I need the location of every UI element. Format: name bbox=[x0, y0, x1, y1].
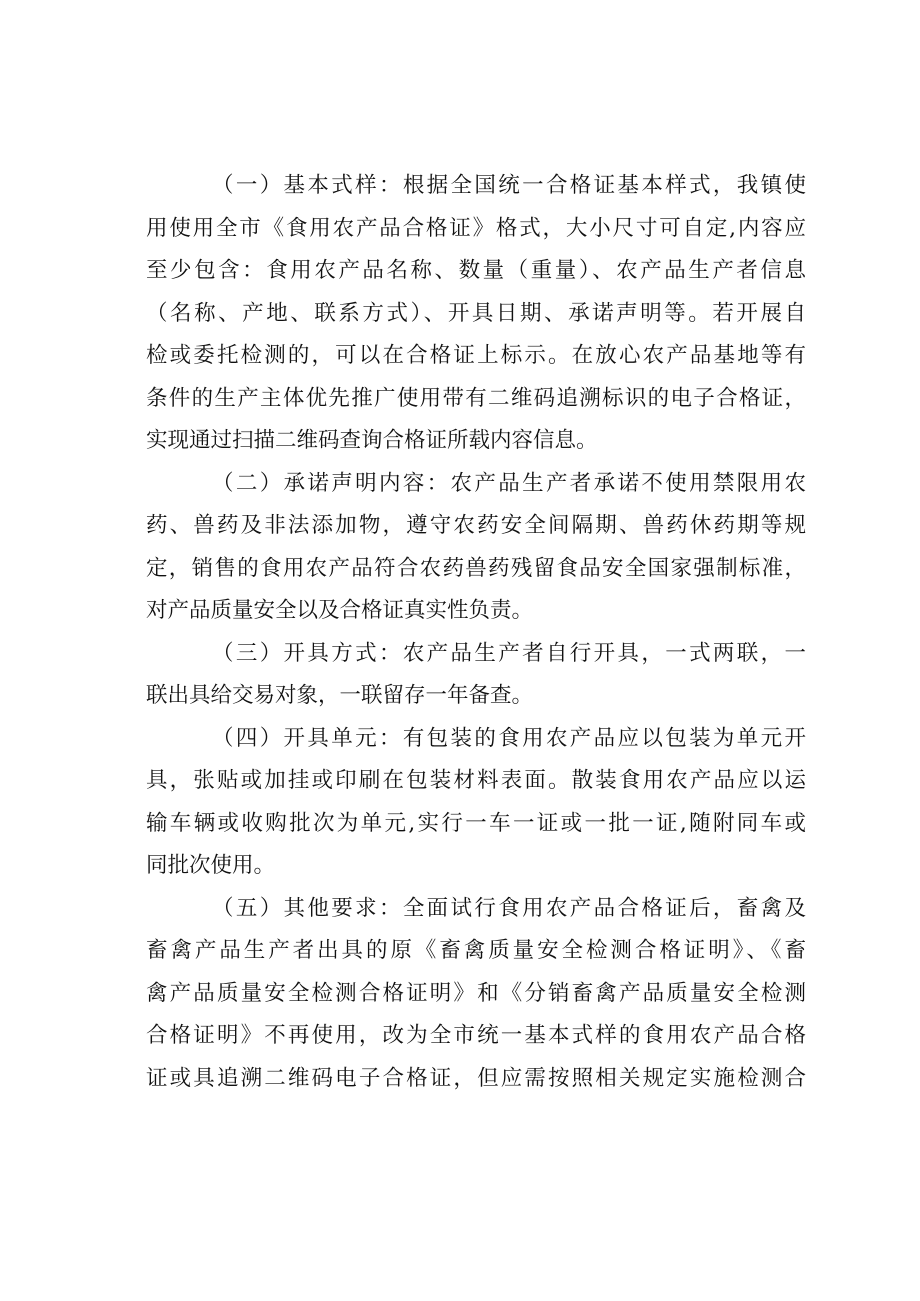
paragraph-issuing-unit bbox=[146, 718, 806, 888]
text-line: 条件的生产主体优先推广使用带有二维码追溯标识的电子合格证， bbox=[146, 385, 806, 411]
text-line: 至少包含：食用农产品名称、数量（重量）、农产品生产者信息 bbox=[146, 258, 806, 283]
text-line: 证或具追溯二维码电子合格证，但应需按照相关规定实施检测合 bbox=[146, 1065, 806, 1091]
text-line: （五）其他要求：全面试行食用农产品合格证后，畜禽及 bbox=[212, 895, 806, 921]
text-line: 禽产品质量安全检测合格证明》和《分销畜禽产品质量安全检测 bbox=[146, 980, 806, 1006]
paragraph-issuing-method bbox=[146, 633, 806, 718]
text-line: （四）开具单元：有包装的食用农产品应以包装为单元开 bbox=[212, 725, 806, 751]
text-line: 检或委托检测的，可以在合格证上标示。在放心农产品基地等有 bbox=[146, 343, 806, 368]
text-line: 对产品质量安全以及合格证真实性负责。 bbox=[146, 598, 534, 623]
text-line: 合格证明》不再使用，改为全市统一基本式样的食用农产品合格 bbox=[146, 1023, 806, 1048]
text-line: （一）基本式样：根据全国统一合格证基本样式，我镇使 bbox=[212, 173, 806, 198]
text-line: 具，张贴或加挂或印刷在包装材料表面。散装食用农产品应以运 bbox=[146, 768, 806, 793]
document-body bbox=[146, 165, 806, 1100]
paragraph-basic-style bbox=[146, 165, 806, 463]
text-line: （名称、产地、联系方式）、开具日期、承诺声明等。若开展自 bbox=[146, 300, 806, 326]
text-line: 联出具给交易对象，一联留存一年备查。 bbox=[146, 683, 534, 708]
text-line: （二）承诺声明内容：农产品生产者承诺不使用禁限用农 bbox=[212, 470, 806, 496]
text-line: 用使用全市《食用农产品合格证》格式，大小尺寸可自定,内容应 bbox=[146, 215, 806, 241]
text-line: 输车辆或收购批次为单元,实行一车一证或一批一证,随附同车或 bbox=[146, 810, 806, 836]
paragraph-other-requirements bbox=[146, 888, 806, 1101]
text-line: 同批次使用。 bbox=[146, 853, 276, 878]
text-line: （三）开具方式：农产品生产者自行开具，一式两联，一 bbox=[212, 640, 806, 666]
text-line: 药、兽药及非法添加物，遵守农药安全间隔期、兽药休药期等规 bbox=[146, 513, 806, 538]
text-line: 畜禽产品生产者出具的原《畜禽质量安全检测合格证明》、《畜 bbox=[146, 938, 806, 963]
paragraph-commitment bbox=[146, 463, 806, 633]
text-line: 定，销售的食用农产品符合农药兽药残留食品安全国家强制标准， bbox=[146, 555, 806, 581]
text-line: 实现通过扫描二维码查询合格证所载内容信息。 bbox=[146, 428, 598, 453]
